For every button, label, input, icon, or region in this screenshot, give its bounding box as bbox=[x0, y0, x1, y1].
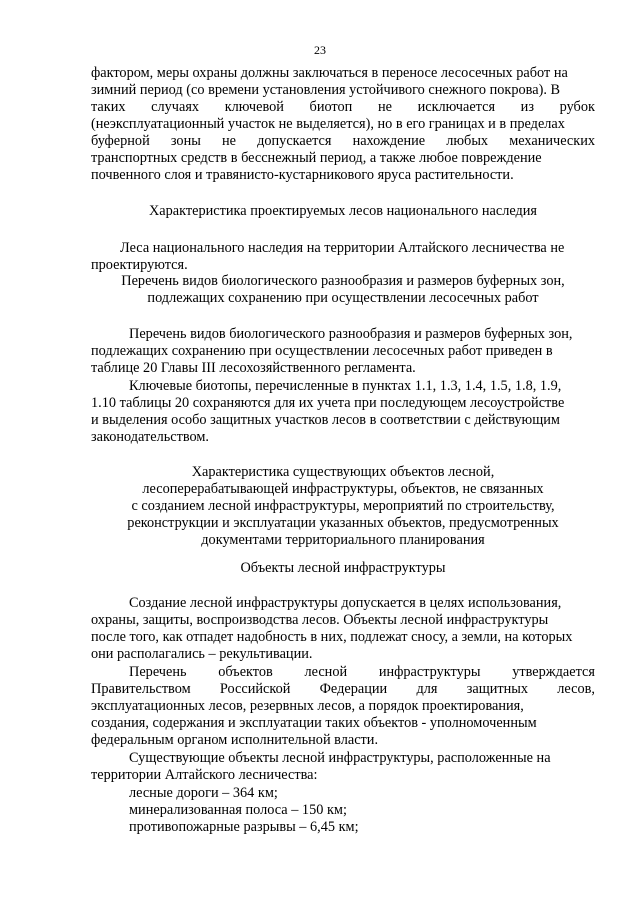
para6-line1 bbox=[129, 664, 595, 681]
para4-line3: и выделения особо защитных участков лесов в соответствии с действующим bbox=[91, 412, 560, 428]
section-heading-biodiversity-line1: Перечень видов биологического разнообразия и размеров буферных зон, bbox=[121, 273, 565, 289]
para5-line1: Создание лесной инфраструктуры допускается в целях использования, bbox=[129, 595, 562, 611]
word: Федерации bbox=[319, 681, 388, 697]
word: исключается bbox=[417, 99, 496, 115]
word: Российской bbox=[219, 681, 291, 697]
word: таких bbox=[91, 99, 126, 115]
para1-line7: почвенного слоя и травянисто-кустарникового яруса растительности. bbox=[91, 167, 514, 183]
para5-line4: они располагались – рекультивации. bbox=[91, 646, 313, 662]
word: инфраструктуры bbox=[378, 664, 481, 680]
section-heading-infrastructure-line2: лесоперерабатывающей инфраструктуры, объектов, не связанных bbox=[142, 481, 544, 497]
word: лесной bbox=[304, 664, 348, 680]
para3-line3: таблице 20 Главы III лесохозяйственного регламента. bbox=[91, 360, 416, 376]
word: не bbox=[221, 133, 236, 149]
para2-line1: Леса национального наследия на территории Алтайского лесничества не bbox=[120, 240, 565, 256]
word: Перечень bbox=[129, 664, 187, 680]
section-heading-biodiversity-line2: подлежащих сохранению при осуществлении лесосечных работ bbox=[147, 290, 539, 306]
word: биотоп bbox=[309, 99, 353, 115]
word: защитных bbox=[466, 681, 529, 697]
word: лесов, bbox=[557, 681, 595, 697]
para6-line4: создания, содержания и эксплуатации таких объектов - уполномоченным bbox=[91, 715, 537, 731]
section-heading-infrastructure-line3: с созданием лесной инфраструктуры, мероприятий по строительству, bbox=[131, 498, 555, 514]
para1-line1: фактором, меры охраны должны заключаться в переносе лесосечных работ на bbox=[91, 65, 568, 81]
para4-line1: Ключевые биотопы, перечисленные в пунктах 1.1, 1.3, 1.4, 1.5, 1.8, 1.9, bbox=[129, 378, 562, 394]
section-heading-national-heritage: Характеристика проектируемых лесов национального наследия bbox=[148, 203, 538, 219]
word: нахождение bbox=[352, 133, 426, 149]
para4-line2: 1.10 таблицы 20 сохраняются для их учета при последующем лесоустройстве bbox=[91, 395, 565, 411]
para6-line3: эксплуатационных лесов, резервных лесов, а порядок проектирования, bbox=[91, 698, 524, 714]
word: буферной bbox=[91, 133, 150, 149]
section-heading-infrastructure-line5: документами территориального планирования bbox=[201, 532, 485, 548]
section-heading-forest-infrastructure: Объекты лесной инфраструктуры bbox=[240, 560, 446, 576]
word: рубок bbox=[559, 99, 595, 115]
word: из bbox=[520, 99, 534, 115]
para6-line5: федеральным органом исполнительной власти. bbox=[91, 732, 379, 748]
word: случаях bbox=[151, 99, 200, 115]
word: ключевой bbox=[224, 99, 284, 115]
word: допускается bbox=[257, 133, 332, 149]
para4-line4: законодательством. bbox=[91, 429, 209, 445]
para2-line2: проектируются. bbox=[91, 257, 188, 273]
para1-line3 bbox=[91, 99, 595, 116]
word: объектов bbox=[218, 664, 273, 680]
para1-line2: зимний период (со времени установления устойчивого снежного покрова). В bbox=[91, 82, 561, 98]
word: любых bbox=[446, 133, 489, 149]
list-item: лесные дороги – 364 км; bbox=[129, 785, 278, 801]
para3-line1: Перечень видов биологического разнообразия и размеров буферных зон, bbox=[129, 326, 573, 342]
para5-line3: после того, как отпадет надобность в них, подлежат сносу, а земли, на которых bbox=[91, 629, 573, 645]
section-heading-infrastructure-line1: Характеристика существующих объектов лесной, bbox=[191, 464, 495, 480]
word: не bbox=[377, 99, 392, 115]
section-heading-infrastructure-line4: реконструкции и эксплуатации указанных объектов, предусмотренных bbox=[127, 515, 559, 531]
list-item: противопожарные разрывы – 6,45 км; bbox=[129, 819, 359, 835]
word: для bbox=[416, 681, 438, 697]
para7-line2: территории Алтайского лесничества: bbox=[91, 767, 318, 783]
word: утверждается bbox=[512, 664, 595, 680]
word: механических bbox=[509, 133, 595, 149]
para6-line2 bbox=[91, 681, 595, 698]
para3-line2: подлежащих сохранению при осуществлении лесосечных работ приведен в bbox=[91, 343, 553, 359]
para1-line4: (неэксплуатационный участок не выделяется), но в его границах и в пределах bbox=[91, 116, 565, 132]
page-number: 23 bbox=[314, 43, 326, 57]
para5-line2: охраны, защиты, воспроизводства лесов. Объекты лесной инфраструктуры bbox=[91, 612, 549, 628]
para7-line1: Существующие объекты лесной инфраструктуры, расположенные на bbox=[129, 750, 551, 766]
word: зоны bbox=[170, 133, 201, 149]
list-item: минерализованная полоса – 150 км; bbox=[129, 802, 347, 818]
para1-line5 bbox=[91, 133, 595, 150]
para1-line6: транспортных средств в бесснежный период, а также любое повреждение bbox=[91, 150, 542, 166]
word: Правительством bbox=[91, 681, 191, 697]
